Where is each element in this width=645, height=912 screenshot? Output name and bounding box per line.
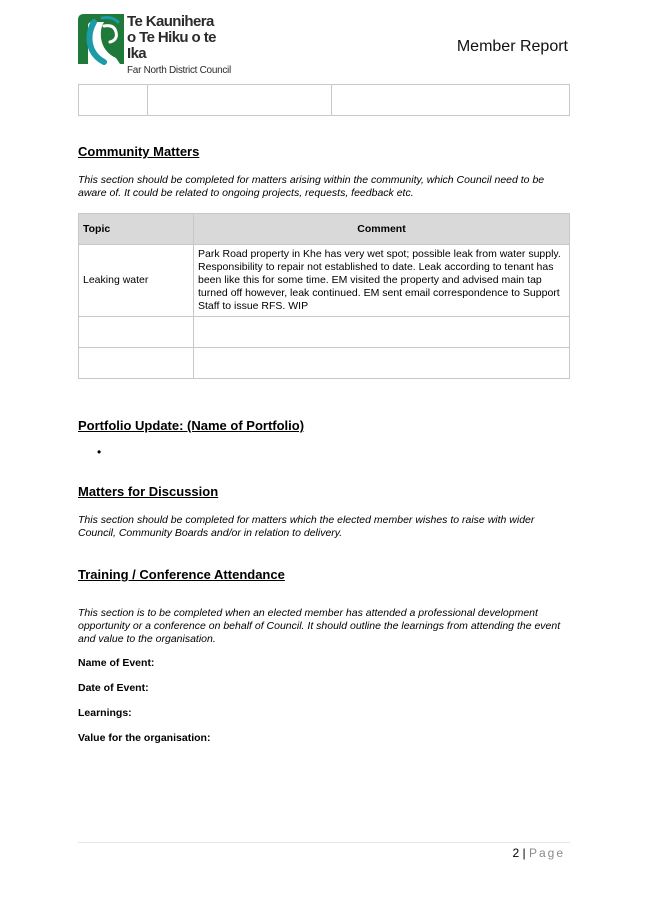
table-cell (148, 85, 332, 116)
table-cell (332, 85, 570, 116)
page-number-value: 2 (512, 846, 520, 860)
logo-wordmark (127, 14, 234, 78)
table-header-row (79, 214, 570, 245)
community-matters-heading: Community Matters (78, 144, 200, 159)
event-name-label: Name of Event: (78, 657, 155, 669)
matters-for-discussion-heading: Matters for Discussion (78, 484, 219, 499)
page-number (512, 846, 565, 860)
comment-cell (194, 348, 570, 379)
table-row (79, 245, 570, 317)
matters-for-discussion-intro: This section should be completed for matters which the elected member wishes to raise with wider Council, Community Boards and/or in relation to delivery. (78, 514, 535, 539)
logo-line-3: Far North District Council (127, 65, 231, 76)
page-word: Page (528, 846, 565, 860)
council-emblem-icon (74, 12, 126, 66)
table-cell (79, 85, 148, 116)
topic-cell: Leaking water (79, 245, 194, 317)
portfolio-update-heading: Portfolio Update: (Name of Portfolio) (78, 418, 305, 433)
logo-line-1: Te Kaunihera (127, 13, 214, 30)
comment-cell: Park Road property in Khe has very wet spot; possible leak from water supply. Responsibility to repair not established to date. Leak according to tenant has been like this for some time. EM visited the property and advised main tap turned off however, leak continued. EM sent email correspondence to Support Staff to issue RFS. WIP (194, 245, 570, 317)
column-header-topic: Topic (79, 214, 194, 245)
footer-divider (78, 842, 570, 843)
comment-cell (194, 317, 570, 348)
column-header-comment: Comment (194, 214, 570, 245)
learnings-label: Learnings: (78, 707, 132, 719)
topic-cell (79, 317, 194, 348)
event-date-label: Date of Event: (78, 682, 149, 694)
portfolio-bullet: • (97, 445, 102, 459)
page-separator: | (522, 846, 526, 860)
training-heading: Training / Conference Attendance (78, 567, 285, 582)
report-title: Member Report (456, 38, 568, 55)
council-logo (74, 12, 234, 76)
topic-cell (79, 348, 194, 379)
community-matters-intro: This section should be completed for matters arising within the community, which Council need to be aware of. It could be related to ongoing projects, requests, feedback etc. (78, 174, 545, 199)
value-label: Value for the organisation: (78, 732, 211, 744)
table-row (79, 317, 570, 348)
table-row (79, 348, 570, 379)
community-matters-table (78, 213, 570, 379)
logo-line-2: o Te Hiku o te Ika (127, 29, 216, 62)
top-empty-table (78, 84, 570, 116)
training-intro: This section is to be completed when an elected member has attended a professional development opportunity or a conference on behalf of Council. It should outline the learnings from attending the event and value to the organisation. (78, 607, 561, 645)
table-row (79, 85, 570, 116)
